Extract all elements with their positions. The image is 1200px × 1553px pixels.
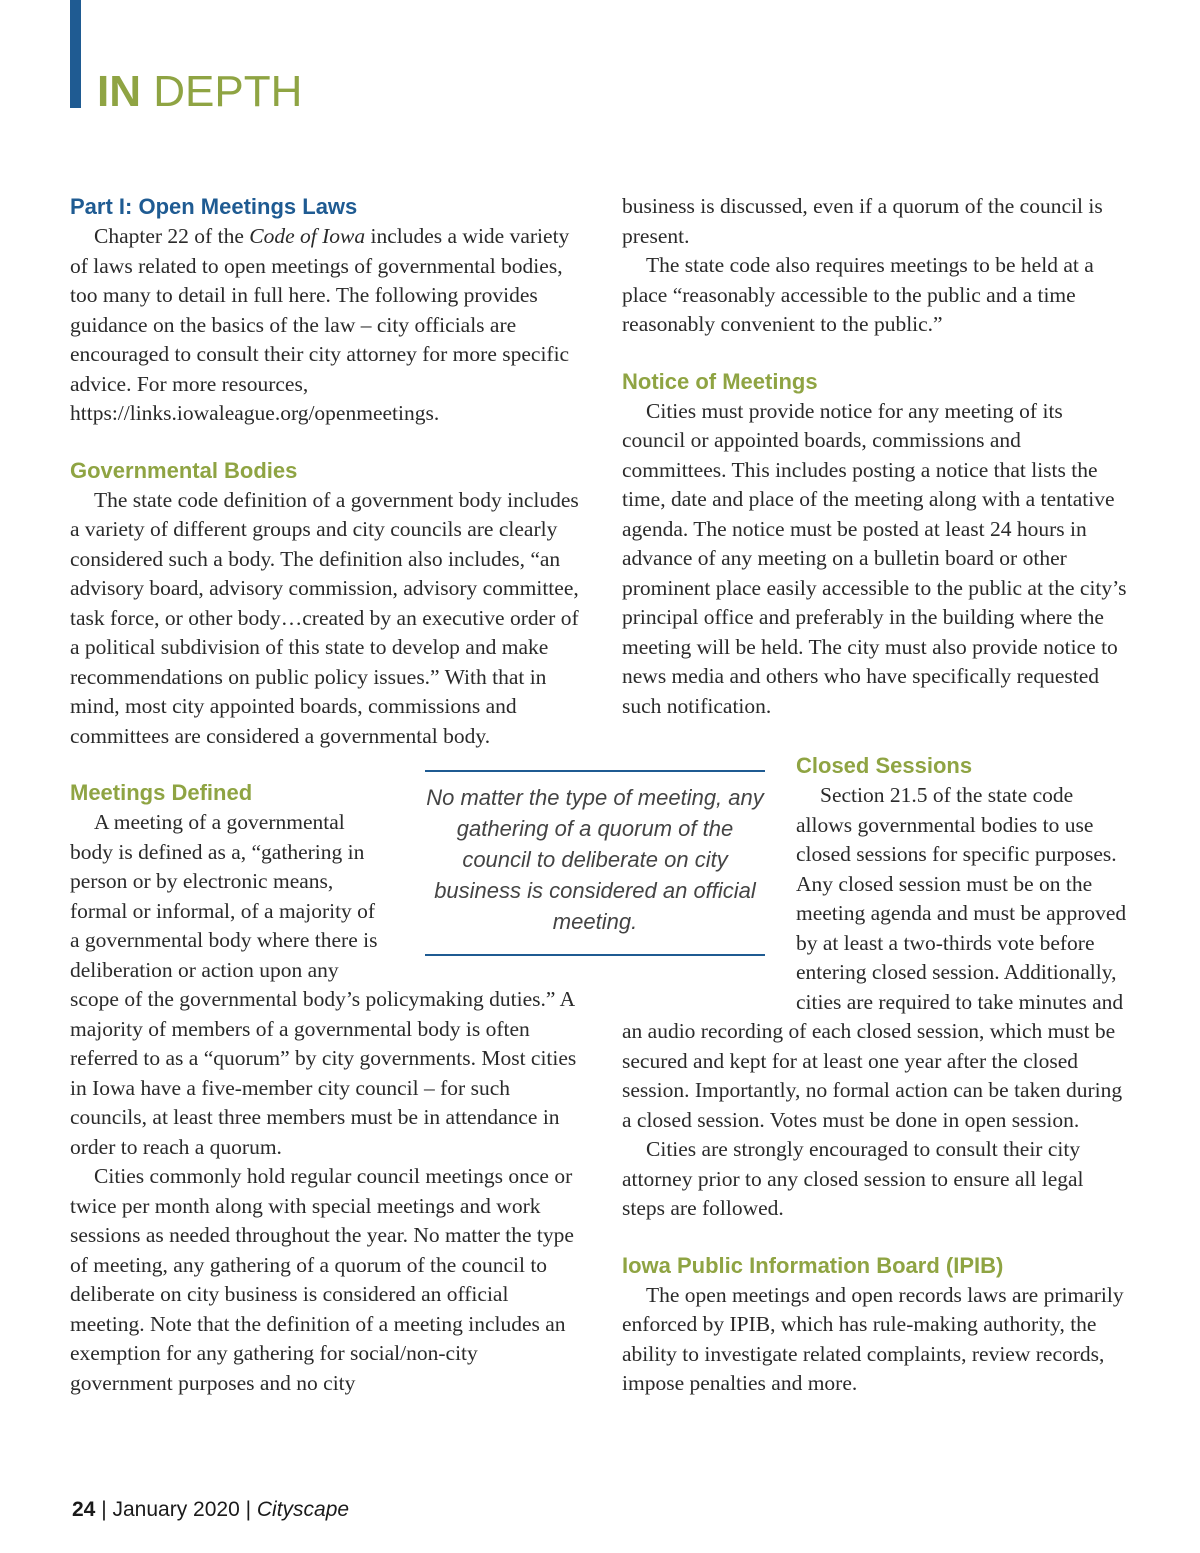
notice-heading: Notice of Meetings <box>622 368 818 394</box>
header-rest: DEPTH <box>153 67 303 116</box>
meetings-defined-heading: Meetings Defined <box>70 780 253 805</box>
magazine-name: Cityscape <box>256 1498 350 1521</box>
continued-paragraph: business is discussed, even if a quorum of the council is present. <box>622 194 1103 248</box>
pull-quote: No matter the type of meeting, any gathering of a quorum of the council to deliberate on city business is considered an official meeting. <box>425 770 765 956</box>
accessibility-paragraph: The state code also requires meetings to be held at a place “reasonably accessible to the public and a time reasonably convenient to the public.” <box>622 253 1094 336</box>
meetings-frequency-paragraph: Cities commonly hold regular council meetings once or twice per month along with special meetings and work sessions as needed throughout the year. No matter the type of meeting, any gathering of a quorum of the council to deliberate on city business is considered an official meeting. Note that the definition of a meeting includes an exemption for any gathering for social/non-city government purposes and no city <box>70 1164 574 1395</box>
section-header <box>97 67 303 116</box>
page-number: 24 <box>72 1498 96 1521</box>
closed-sessions-paragraph: Section 21.5 of the state code allows governmental bodies to use closed sessions for specific purposes. Any closed session must be on the meeting agenda and must be approved by at least a two-thirds vote before entering closed session. Additionally, cities are required to take minutes and an audio recording of each closed session, which must be secured and kept for at least one year after the closed session. Importantly, no formal action can be taken during a closed session. Votes must be done in open session. <box>622 783 1127 1132</box>
notice-paragraph: Cities must provide notice for any meeting of its council or appointed boards, commissions and committees. This includes posting a notice that lists the time, date and place of the meeting along with a tentative agenda. The notice must be posted at least 24 hours in advance of any meeting on a bulletin board or other prominent place easily accessible to the public at the city’s principal office and preferably in the building where the meeting will be held. The city must also provide notice to news media and others who have specifically requested such notification. <box>622 398 1127 718</box>
page-footer <box>72 1498 349 1522</box>
meetings-defined-paragraph: A meeting of a governmental body is defined as a, “gathering in person or by electronic means, formal or informal, of a majority of a governmental body where there is deliberation or action upon any scope of the governmental body’s policymaking duties.” A majority of members of a governmental body is often referred to as a “quorum” by city governments. Most cities in Iowa have a five-member city council – for such councils, at least three members must be in attendance in order to reach a quorum. <box>70 810 577 1159</box>
intro-paragraph <box>70 222 580 429</box>
article-title: Part I: Open Meetings Laws <box>70 194 358 219</box>
header-bold: IN <box>97 67 141 116</box>
footer-date: | January 2020 | <box>95 1498 257 1521</box>
gov-bodies-heading: Governmental Bodies <box>70 457 298 483</box>
ipib-heading: Iowa Public Information Board (IPIB) <box>622 1252 1004 1278</box>
ipib-paragraph: The open meetings and open records laws are primarily enforced by IPIB, which has rule-making authority, the ability to investigate related complaints, review records, impose penalties and more. <box>622 1282 1124 1395</box>
closed-advice-paragraph: Cities are strongly encouraged to consult their city attorney prior to any closed session to ensure all legal steps are followed. <box>622 1137 1084 1220</box>
header-accent-bar <box>70 0 81 108</box>
intro-post: includes a wide variety of laws related to open meetings of governmental bodies, too many to detail in full here. The following provides guidance on the basics of the law – city officials are encouraged to consult their city attorney for more specific advice. For more resources, https://links.iowaleague.org/openmeetings. <box>70 224 570 425</box>
code-of-iowa: Code of Iowa <box>249 224 366 248</box>
gov-bodies-paragraph: The state code definition of a government body includes a variety of different groups and city councils are clearly considered such a body. The definition also includes, “an advisory board, advisory commission, advisory committee, task force, or other body…created by an executive order of a political subdivision of this state to develop and make recommendations on public policy issues.” With that in mind, most city appointed boards, commissions and committees are considered a governmental body. <box>70 487 579 748</box>
closed-sessions-heading: Closed Sessions <box>796 753 973 778</box>
intro-pre: Chapter 22 of the <box>94 224 250 248</box>
